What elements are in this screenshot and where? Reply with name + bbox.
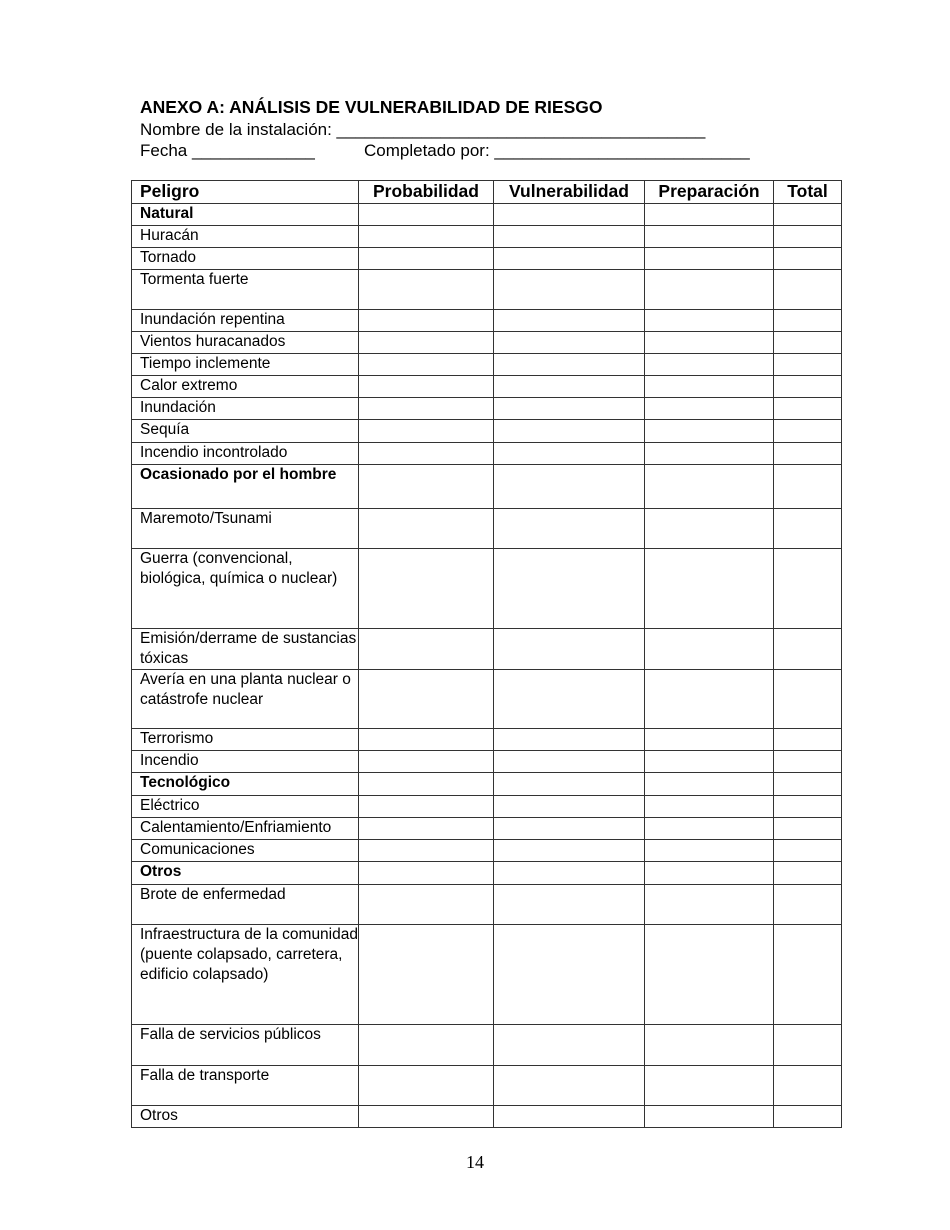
table-row xyxy=(132,509,842,549)
hazard-label: Tornado xyxy=(132,248,359,270)
hazard-label: Inundación xyxy=(132,398,359,420)
total-cell[interactable] xyxy=(774,818,842,840)
probability-cell[interactable] xyxy=(359,925,494,1025)
preparedness-cell[interactable] xyxy=(645,670,774,729)
preparedness-cell[interactable] xyxy=(645,751,774,773)
table-row xyxy=(132,248,842,270)
probability-cell[interactable] xyxy=(359,226,494,248)
vulnerability-cell[interactable] xyxy=(494,332,645,354)
vulnerability-cell[interactable] xyxy=(494,443,645,465)
table-row xyxy=(132,729,842,751)
probability-cell[interactable] xyxy=(359,420,494,443)
preparedness-cell[interactable] xyxy=(645,885,774,925)
probability-cell[interactable] xyxy=(359,751,494,773)
table-row xyxy=(132,925,842,1025)
total-cell[interactable] xyxy=(774,310,842,332)
probability-cell[interactable] xyxy=(359,398,494,420)
hazard-label: Inundación repentina xyxy=(132,310,359,332)
total-cell[interactable] xyxy=(774,1106,842,1128)
preparedness-cell[interactable] xyxy=(645,465,774,509)
date-field: Fecha _____________ xyxy=(140,141,315,160)
hazard-label: Comunicaciones xyxy=(132,840,359,862)
total-cell[interactable] xyxy=(774,840,842,862)
completed-by-field: Completado por: ___________________________ xyxy=(364,141,750,160)
total-cell[interactable] xyxy=(774,1066,842,1106)
preparedness-cell[interactable] xyxy=(645,332,774,354)
total-cell[interactable] xyxy=(774,420,842,443)
table-row xyxy=(132,310,842,332)
probability-cell[interactable] xyxy=(359,310,494,332)
category-row xyxy=(132,862,842,885)
preparedness-cell[interactable] xyxy=(645,925,774,1025)
hazard-label: Otros xyxy=(132,1106,359,1128)
vulnerability-cell[interactable] xyxy=(494,796,645,818)
probability-cell[interactable] xyxy=(359,629,494,670)
category-label: Natural xyxy=(132,204,359,226)
total-cell[interactable] xyxy=(774,226,842,248)
header-peligro: Peligro xyxy=(132,181,359,204)
preparedness-cell[interactable] xyxy=(645,1106,774,1128)
probability-cell[interactable] xyxy=(359,670,494,729)
total-cell[interactable] xyxy=(774,862,842,885)
total-cell[interactable] xyxy=(774,796,842,818)
vulnerability-cell[interactable] xyxy=(494,751,645,773)
header-preparacion: Preparación xyxy=(645,181,774,204)
table-row xyxy=(132,398,842,420)
total-cell[interactable] xyxy=(774,332,842,354)
total-cell[interactable] xyxy=(774,549,842,629)
vulnerability-cell[interactable] xyxy=(494,270,645,310)
hazard-label: Tormenta fuerte xyxy=(132,270,359,310)
probability-cell[interactable] xyxy=(359,270,494,310)
hazard-label: Emisión/derrame de sustancias tóxicas xyxy=(132,629,359,670)
hazard-label: Vientos huracanados xyxy=(132,332,359,354)
total-cell[interactable] xyxy=(774,629,842,670)
hazard-label: Eléctrico xyxy=(132,796,359,818)
total-cell[interactable] xyxy=(774,376,842,398)
probability-cell[interactable] xyxy=(359,729,494,751)
vulnerability-cell[interactable] xyxy=(494,354,645,376)
preparedness-cell[interactable] xyxy=(645,248,774,270)
probability-cell[interactable] xyxy=(359,1066,494,1106)
probability-cell[interactable] xyxy=(359,1025,494,1066)
total-cell[interactable] xyxy=(774,443,842,465)
probability-cell[interactable] xyxy=(359,796,494,818)
total-cell[interactable] xyxy=(774,670,842,729)
header-vulnerabilidad: Vulnerabilidad xyxy=(494,181,645,204)
category-label: Otros xyxy=(132,862,359,885)
preparedness-cell[interactable] xyxy=(645,204,774,226)
table-row xyxy=(132,885,842,925)
table-row xyxy=(132,629,842,670)
probability-cell[interactable] xyxy=(359,332,494,354)
table-row xyxy=(132,1025,842,1066)
preparedness-cell[interactable] xyxy=(645,1025,774,1066)
total-cell[interactable] xyxy=(774,465,842,509)
total-cell[interactable] xyxy=(774,1025,842,1066)
hazard-label: Falla de servicios públicos xyxy=(132,1025,359,1066)
table-row xyxy=(132,226,842,248)
preparedness-cell[interactable] xyxy=(645,629,774,670)
header-total: Total xyxy=(774,181,842,204)
hazard-label: Sequía xyxy=(132,420,359,443)
table-row xyxy=(132,840,842,862)
total-cell[interactable] xyxy=(774,354,842,376)
vulnerability-cell[interactable] xyxy=(494,509,645,549)
total-cell[interactable] xyxy=(774,204,842,226)
preparedness-cell[interactable] xyxy=(645,729,774,751)
category-row xyxy=(132,465,842,509)
preparedness-cell[interactable] xyxy=(645,862,774,885)
table-row xyxy=(132,670,842,729)
preparedness-cell[interactable] xyxy=(645,509,774,549)
facility-name-field: Nombre de la instalación: _______________________________________ xyxy=(140,120,706,139)
preparedness-cell[interactable] xyxy=(645,818,774,840)
header-probabilidad: Probabilidad xyxy=(359,181,494,204)
vulnerability-cell[interactable] xyxy=(494,376,645,398)
probability-cell[interactable] xyxy=(359,354,494,376)
vulnerability-cell[interactable] xyxy=(494,1106,645,1128)
total-cell[interactable] xyxy=(774,729,842,751)
table-row xyxy=(132,332,842,354)
probability-cell[interactable] xyxy=(359,1106,494,1128)
probability-cell[interactable] xyxy=(359,509,494,549)
table-row xyxy=(132,796,842,818)
vulnerability-cell[interactable] xyxy=(494,420,645,443)
table-row xyxy=(132,1066,842,1106)
hazard-label: Infraestructura de la comunidad (puente colapsado, carretera, edificio colapsado) xyxy=(132,925,359,1025)
preparedness-cell[interactable] xyxy=(645,226,774,248)
vulnerability-cell[interactable] xyxy=(494,818,645,840)
vulnerability-cell[interactable] xyxy=(494,226,645,248)
total-cell[interactable] xyxy=(774,248,842,270)
table-row xyxy=(132,270,842,310)
document-title: ANEXO A: ANÁLISIS DE VULNERABILIDAD DE RIESGO xyxy=(140,97,603,117)
vulnerability-cell[interactable] xyxy=(494,1066,645,1106)
vulnerability-cell[interactable] xyxy=(494,204,645,226)
vulnerability-cell[interactable] xyxy=(494,670,645,729)
hazard-label: Guerra (convencional, biológica, química o nuclear) xyxy=(132,549,359,629)
vulnerability-cell[interactable] xyxy=(494,398,645,420)
total-cell[interactable] xyxy=(774,773,842,796)
preparedness-cell[interactable] xyxy=(645,270,774,310)
preparedness-cell[interactable] xyxy=(645,420,774,443)
vulnerability-cell[interactable] xyxy=(494,310,645,332)
probability-cell[interactable] xyxy=(359,885,494,925)
table-row xyxy=(132,751,842,773)
vulnerability-cell[interactable] xyxy=(494,465,645,509)
preparedness-cell[interactable] xyxy=(645,376,774,398)
total-cell[interactable] xyxy=(774,509,842,549)
total-cell[interactable] xyxy=(774,398,842,420)
probability-cell[interactable] xyxy=(359,840,494,862)
preparedness-cell[interactable] xyxy=(645,443,774,465)
table-row xyxy=(132,818,842,840)
hazard-label: Maremoto/Tsunami xyxy=(132,509,359,549)
total-cell[interactable] xyxy=(774,751,842,773)
vulnerability-cell[interactable] xyxy=(494,840,645,862)
total-cell[interactable] xyxy=(774,925,842,1025)
preparedness-cell[interactable] xyxy=(645,398,774,420)
hazard-label: Huracán xyxy=(132,226,359,248)
hazard-label: Terrorismo xyxy=(132,729,359,751)
table-row xyxy=(132,420,842,443)
vulnerability-cell[interactable] xyxy=(494,862,645,885)
hazard-label: Incendio incontrolado xyxy=(132,443,359,465)
probability-cell[interactable] xyxy=(359,376,494,398)
table-row xyxy=(132,354,842,376)
table-row xyxy=(132,549,842,629)
vulnerability-cell[interactable] xyxy=(494,773,645,796)
preparedness-cell[interactable] xyxy=(645,310,774,332)
table-row xyxy=(132,376,842,398)
category-row xyxy=(132,773,842,796)
page-number: 14 xyxy=(466,1152,484,1172)
risk-vulnerability-table xyxy=(131,180,842,1128)
total-cell[interactable] xyxy=(774,885,842,925)
vulnerability-cell[interactable] xyxy=(494,629,645,670)
probability-cell[interactable] xyxy=(359,443,494,465)
probability-cell[interactable] xyxy=(359,862,494,885)
category-label: Tecnológico xyxy=(132,773,359,796)
table-row xyxy=(132,443,842,465)
hazard-label: Calentamiento/Enfriamiento xyxy=(132,818,359,840)
vulnerability-cell[interactable] xyxy=(494,925,645,1025)
probability-cell[interactable] xyxy=(359,465,494,509)
preparedness-cell[interactable] xyxy=(645,796,774,818)
hazard-label: Falla de transporte xyxy=(132,1066,359,1106)
category-row xyxy=(132,204,842,226)
hazard-label: Brote de enfermedad xyxy=(132,885,359,925)
vulnerability-cell[interactable] xyxy=(494,729,645,751)
vulnerability-cell[interactable] xyxy=(494,1025,645,1066)
probability-cell[interactable] xyxy=(359,773,494,796)
total-cell[interactable] xyxy=(774,270,842,310)
preparedness-cell[interactable] xyxy=(645,773,774,796)
category-label: Ocasionado por el hombre xyxy=(132,465,359,509)
hazard-label: Tiempo inclemente xyxy=(132,354,359,376)
probability-cell[interactable] xyxy=(359,818,494,840)
preparedness-cell[interactable] xyxy=(645,1066,774,1106)
vulnerability-cell[interactable] xyxy=(494,885,645,925)
table-row xyxy=(132,1106,842,1128)
hazard-label: Incendio xyxy=(132,751,359,773)
probability-cell[interactable] xyxy=(359,204,494,226)
preparedness-cell[interactable] xyxy=(645,549,774,629)
vulnerability-cell[interactable] xyxy=(494,248,645,270)
hazard-label: Avería en una planta nuclear o catástrofe nuclear xyxy=(132,670,359,729)
hazard-label: Calor extremo xyxy=(132,376,359,398)
preparedness-cell[interactable] xyxy=(645,840,774,862)
probability-cell[interactable] xyxy=(359,549,494,629)
preparedness-cell[interactable] xyxy=(645,354,774,376)
vulnerability-cell[interactable] xyxy=(494,549,645,629)
table-header-row xyxy=(132,181,842,204)
probability-cell[interactable] xyxy=(359,248,494,270)
